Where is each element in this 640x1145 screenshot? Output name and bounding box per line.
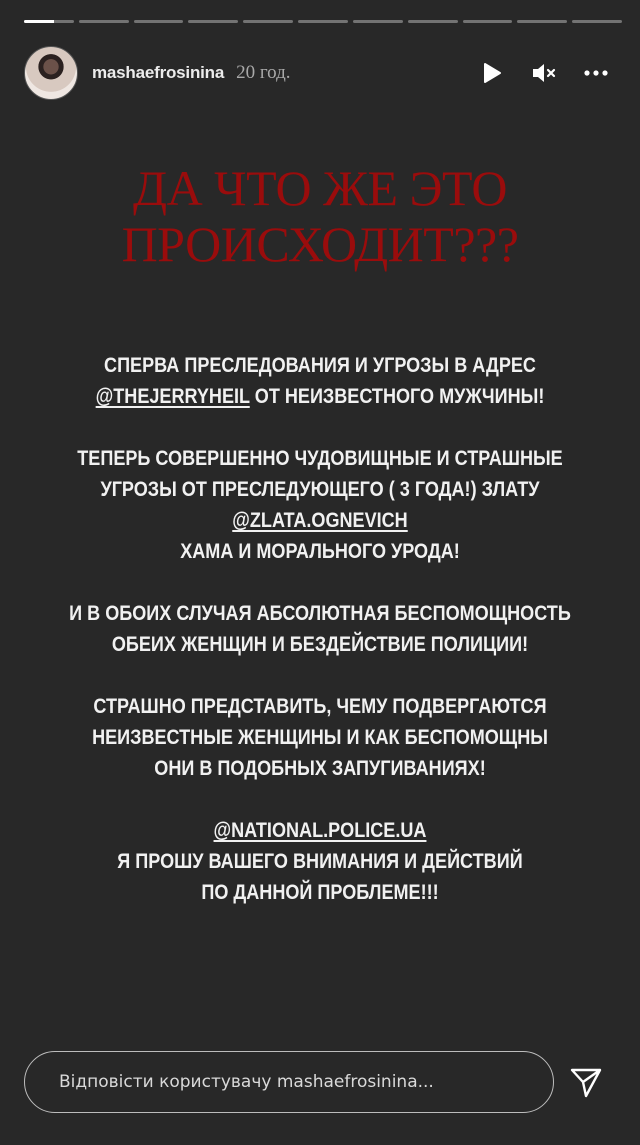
send-icon [569,1065,603,1099]
text-line: ОБЕИХ ЖЕНЩИН И БЕЗДЕЙСТВИЕ ПОЛИЦИИ! [111,633,529,656]
text-line: ОНИ В ПОДОБНЫХ ЗАПУГИВАНИЯХ! [154,757,486,780]
text-line: СПЕРВА ПРЕСЛЕДОВАНИЯ И УГРОЗЫ В АДРЕС [104,354,536,377]
story-header [24,44,616,102]
text-line: ПО ДАННОЙ ПРОБЛЕМЕ!!! [201,881,439,904]
progress-fill [24,20,54,23]
more-icon [583,69,609,77]
text-line: НЕИЗВЕСТНЫЕ ЖЕНЩИНЫ И КАК БЕСПОМОЩНЫ [92,726,548,749]
avatar[interactable] [24,46,78,100]
title-line: ДА ЧТО ЖЕ ЭТО [132,160,508,216]
mention-link[interactable]: @THEJERRYHEIL [95,385,250,408]
progress-segment [408,20,458,23]
text-line [62,815,578,846]
header-controls [460,44,616,102]
post-time: 20 год. [236,62,291,83]
text-line: ТЕПЕРЬ СОВЕРШЕННО ЧУДОВИЩНЫЕ И СТРАШНЫЕ [77,447,563,470]
play-icon [481,61,503,85]
username[interactable]: mashaefrosinina [92,63,225,82]
story-progress [24,20,622,23]
text-line [62,505,578,536]
progress-segment [353,20,403,23]
paragraph-5 [62,815,578,908]
story-body [62,350,578,939]
paragraph-2 [62,443,578,567]
text-line: УГРОЗЫ ОТ ПРЕСЛЕДУЮЩЕГО ( 3 ГОДА!) ЗЛАТУ [100,478,540,501]
mute-icon [531,61,557,85]
text-line: И В ОБОИХ СЛУЧАЯ АБСОЛЮТНАЯ БЕСПОМОЩНОСТЬ [69,602,571,625]
send-button[interactable] [566,1062,606,1102]
mute-button[interactable] [524,53,564,93]
reply-placeholder: Відповісти користувачу mashaefrosinina... [59,1072,434,1092]
paragraph-1 [62,350,578,412]
paragraph-4 [62,691,578,784]
text-line: СТРАШНО ПРЕДСТАВИТЬ, ЧЕМУ ПОДВЕРГАЮТСЯ [93,695,547,718]
paragraph-3 [62,598,578,660]
progress-segment [572,20,622,23]
progress-segment [79,20,129,23]
title-line: ПРОИСХОДИТ??? [121,216,519,272]
progress-segment [243,20,293,23]
progress-segment [298,20,348,23]
progress-segment [463,20,513,23]
text-line: Я ПРОШУ ВАШЕГО ВНИМАНИЯ И ДЕЙСТВИЙ [117,850,523,873]
story-title [60,160,580,272]
play-button[interactable] [472,53,512,93]
text-line: ХАМА И МОРАЛЬНОГО УРОДА! [180,540,460,563]
text-line [62,381,578,412]
reply-input[interactable] [24,1051,554,1113]
progress-segment [188,20,238,23]
progress-segment [517,20,567,23]
progress-segment [24,20,74,23]
more-options-button[interactable] [576,53,616,93]
text-fragment: ОТ НЕИЗВЕСТНОГО МУЖЧИНЫ! [249,385,545,408]
mention-link[interactable]: @NATIONAL.POLICE.UA [213,819,427,842]
progress-segment [134,20,184,23]
mention-link[interactable]: @ZLATA.OGNEVICH [232,509,408,532]
